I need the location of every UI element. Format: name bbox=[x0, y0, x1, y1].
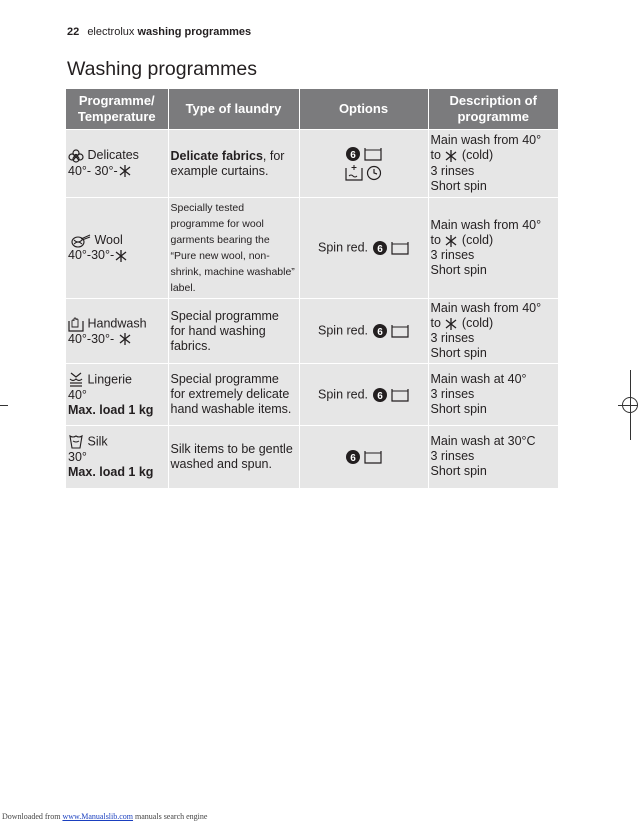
options-cell bbox=[299, 364, 428, 426]
programme-temperature: 40° bbox=[68, 387, 87, 402]
brand-name: electrolux bbox=[87, 26, 135, 38]
options-text: Spin red. bbox=[318, 323, 369, 338]
extra-rinse-icon bbox=[345, 165, 363, 181]
stain-icon bbox=[372, 387, 388, 403]
flower-icon bbox=[68, 149, 84, 164]
column-header-laundry: Type of laundry bbox=[168, 89, 299, 130]
quick-icon bbox=[366, 165, 382, 181]
programme-cell bbox=[66, 198, 168, 299]
laundry-cell: Delicate fabrics, for example curtains. bbox=[168, 130, 299, 198]
hand-basin-icon bbox=[68, 316, 84, 332]
cold-asterisk-icon bbox=[114, 248, 128, 263]
programme-name: Wool bbox=[94, 232, 123, 247]
description-cell: Main wash from 40° to (cold) 3 rinses Short spin bbox=[428, 198, 558, 299]
description-cell: Main wash from 40° to (cold) 3 rinses Short spin bbox=[428, 130, 558, 198]
silk-icon bbox=[68, 434, 84, 450]
options-cell bbox=[299, 130, 428, 198]
description-cell: Main wash at 30°C 3 rinses Short spin bbox=[428, 426, 558, 488]
options-cell bbox=[299, 426, 428, 488]
column-header-programme: Programme/ Temperature bbox=[66, 89, 168, 130]
yarn-icon bbox=[71, 233, 91, 248]
laundry-cell: Silk items to be gentle washed and spun. bbox=[168, 426, 299, 488]
programme-temperature: 40°-30°- bbox=[68, 331, 115, 346]
programme-cell bbox=[66, 299, 168, 364]
lingerie-icon bbox=[68, 372, 84, 388]
cold-asterisk-icon bbox=[444, 149, 458, 164]
svg-text:6: 6 bbox=[349, 150, 356, 161]
cold-asterisk-icon bbox=[444, 316, 458, 331]
svg-text:6: 6 bbox=[349, 452, 356, 464]
page-title: Washing programmes bbox=[67, 58, 258, 80]
rinse-icon bbox=[391, 241, 409, 256]
description-cell: Main wash at 40° 3 rinses Short spin bbox=[428, 364, 558, 426]
table-row bbox=[66, 299, 558, 364]
max-load: Max. load 1 kg bbox=[68, 402, 154, 417]
options-text: Spin red. bbox=[318, 387, 369, 401]
column-header-description: Description of programme bbox=[428, 89, 558, 130]
table-row bbox=[66, 364, 558, 426]
table-header-row bbox=[66, 89, 558, 130]
programme-name: Delicates bbox=[87, 148, 139, 163]
programme-name: Handwash bbox=[87, 315, 147, 330]
programmes-table bbox=[66, 89, 558, 488]
programme-cell bbox=[66, 130, 168, 198]
programme-temperature: 40°-30°- bbox=[68, 248, 115, 262]
programme-temperature: 30° bbox=[68, 449, 87, 464]
programme-cell bbox=[66, 426, 168, 488]
table-row bbox=[66, 198, 558, 299]
stain-icon bbox=[345, 146, 361, 162]
laundry-cell: Specially tested programme for wool garments bearing the “Pure new wool, non-shrink, machine washable” label. bbox=[168, 198, 299, 299]
programme-cell bbox=[66, 364, 168, 426]
options-text: Spin red. bbox=[318, 240, 369, 255]
rinse-icon bbox=[391, 324, 409, 339]
registration-mark bbox=[622, 397, 638, 413]
page-number: 22 bbox=[67, 26, 80, 38]
laundry-cell: Special programme for hand washing fabrics. bbox=[168, 299, 299, 364]
column-header-options: Options bbox=[299, 89, 428, 130]
options-cell bbox=[299, 299, 428, 364]
table-row bbox=[66, 426, 558, 488]
cold-asterisk-icon bbox=[118, 164, 132, 179]
description-cell: Main wash from 40° to (cold) 3 rinses Short spin bbox=[428, 299, 558, 364]
manualslib-link[interactable]: www.Manualslib.com bbox=[62, 812, 134, 821]
stain-icon bbox=[372, 323, 388, 339]
rinse-icon bbox=[364, 147, 382, 162]
page-footer: Downloaded from www.Manualslib.com manuals search engine bbox=[2, 812, 208, 821]
options-cell bbox=[299, 198, 428, 299]
table-row bbox=[66, 130, 558, 198]
stain-icon bbox=[372, 240, 388, 256]
rinse-icon bbox=[391, 387, 409, 402]
section-name: washing programmes bbox=[137, 26, 252, 38]
stain-icon bbox=[345, 449, 361, 465]
svg-text:6: 6 bbox=[376, 244, 383, 255]
crop-mark-left bbox=[0, 405, 8, 406]
cold-asterisk-icon bbox=[118, 332, 132, 347]
programme-name: Silk bbox=[87, 434, 108, 449]
programme-name: Lingerie bbox=[87, 372, 132, 386]
laundry-cell: Special programme for extremely delicate hand washable items. bbox=[168, 364, 299, 426]
svg-text:6: 6 bbox=[376, 390, 383, 402]
rinse-icon bbox=[364, 449, 382, 464]
page-header bbox=[67, 26, 251, 38]
programme-temperature: 40°- 30°- bbox=[68, 163, 118, 178]
cold-asterisk-icon bbox=[444, 233, 458, 248]
svg-text:6: 6 bbox=[376, 327, 383, 339]
max-load: Max. load 1 kg bbox=[68, 464, 154, 479]
